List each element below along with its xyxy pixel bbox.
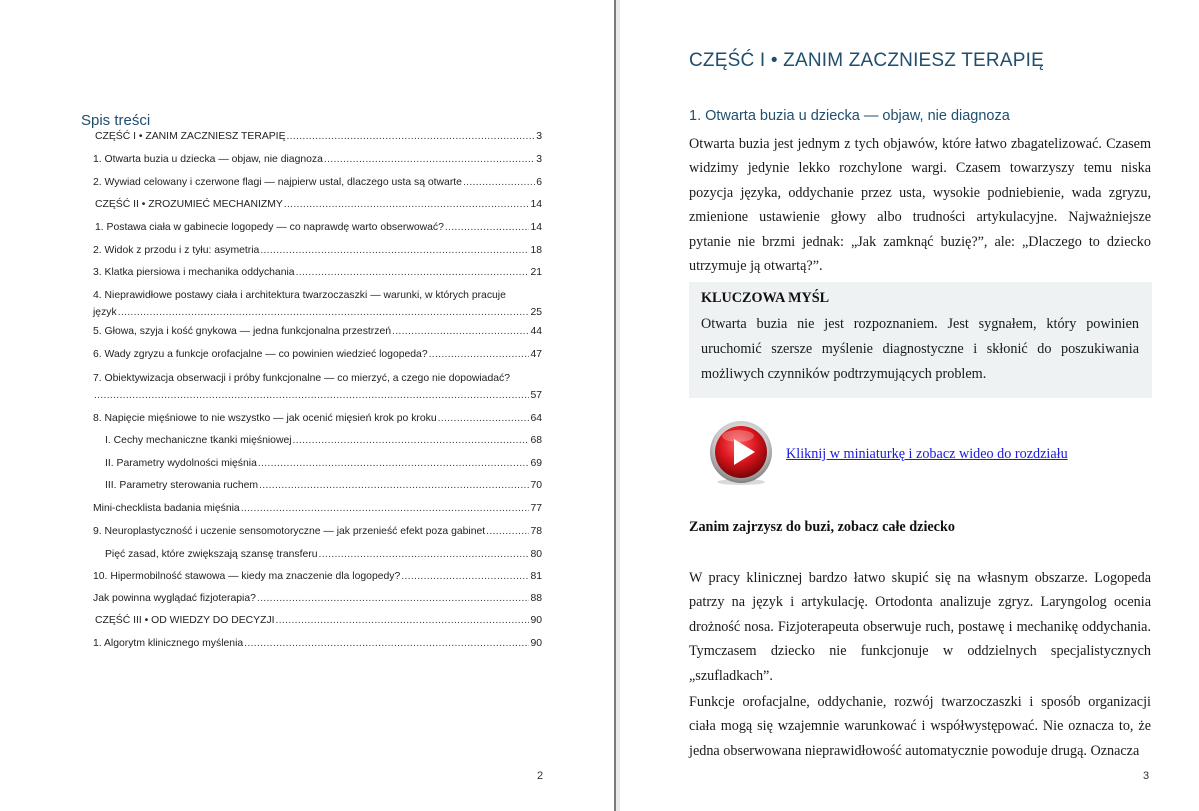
toc-entry-title: 2. Widok z przodu i z tyłu: asymetria [93,245,260,256]
toc-dot-leader [296,267,530,278]
toc-entry[interactable] [95,199,542,210]
callout-title: KLUCZOWA MYŚL [701,290,830,306]
toc-entry[interactable] [93,503,542,514]
toc-entry-page: 77 [530,503,542,514]
toc-entry-page: 3 [536,131,542,142]
toc-entry-title: 3. Klatka piersiowa i mechanika oddychania [93,267,295,278]
toc-entry-title: Pięć zasad, które zwiększają szansę transferu [105,549,318,560]
video-link[interactable]: Kliknij w miniaturkę i zobacz wideo do rozdziału [786,446,1068,462]
toc-entry-page: 68 [530,435,542,446]
toc-entry[interactable] [105,549,542,560]
toc-entry[interactable] [105,435,542,446]
toc-entry[interactable] [93,593,542,604]
toc-dot-leader [392,326,529,337]
toc-entry-title: 5. Głowa, szyja i kość gnykowa — jedna funkcjonalna przestrzeń [93,326,392,337]
toc-entry[interactable] [95,222,542,233]
toc-entry[interactable] [93,154,542,165]
toc-entry-continued[interactable] [93,307,542,318]
toc-dot-leader [94,390,529,401]
toc-entry-continued[interactable] [93,390,542,401]
toc-entry-page: 47 [530,349,542,360]
toc-dot-leader [401,571,529,582]
toc-entry-title: Mini-checklista badania mięśnia [93,503,240,514]
toc-dot-leader [438,413,530,424]
toc-entry[interactable] [93,267,542,278]
toc-entry[interactable] [95,131,542,142]
toc-entry-page: 64 [530,413,542,424]
toc-entry[interactable] [95,615,542,626]
toc-entry-page: 57 [530,390,542,401]
toc-dot-leader [241,503,530,514]
toc-entry-page: 90 [530,638,542,649]
toc-dot-leader [324,154,535,165]
toc-dot-leader [258,458,530,469]
toc-dot-leader [276,615,530,626]
toc-entry-title: I. Cechy mechaniczne tkanki mięśniowej [105,435,292,446]
toc-entry-title: II. Parametry wydolności mięśnia [105,458,257,469]
toc-dot-leader [486,526,529,537]
toc-entry[interactable] [105,458,542,469]
toc-entry-page: 81 [530,571,542,582]
toc-entry[interactable] [93,373,542,384]
toc-entry-title: 1. Otwarta buzia u dziecka — objaw, nie diagnoza [93,154,323,165]
toc-entry-title: III. Parametry sterowania ruchem [105,480,259,491]
toc-heading: Spis treści [81,112,151,129]
toc-entry-title: 6. Wady zgryzu a funkcje orofacjalne — co powinien wiedzieć logopeda? [93,349,428,360]
toc-entry-page: 80 [530,549,542,560]
toc-entry[interactable] [93,349,542,360]
toc-dot-leader [284,199,530,210]
toc-entry-page: 88 [530,593,542,604]
toc-entry-title: 7. Obiektywizacja obserwacji i próby funkcjonalne — co mierzyć, a czego nie dopowiadać? [93,373,510,384]
toc-entry-page: 21 [530,267,542,278]
toc-entry-title: 1. Postawa ciała w gabinecie logopedy — co naprawdę warto obserwować? [95,222,444,233]
page-number-left: 2 [537,770,544,782]
toc-entry-page: 90 [530,615,542,626]
toc-dot-leader [319,549,530,560]
toc-entry-page: 69 [530,458,542,469]
toc-dot-leader [257,593,530,604]
toc-entry-page: 70 [530,480,542,491]
toc-entry-title: Jak powinna wyglądać fizjoterapia? [93,593,256,604]
page-number-right: 3 [1143,770,1150,782]
play-button-icon[interactable] [708,420,774,486]
toc-entry-page: 18 [530,245,542,256]
toc-entry-title: CZĘŚĆ II • ZROZUMIEĆ MECHANIZMY [95,199,283,210]
toc-entry-title: 10. Hipermobilność stawowa — kiedy ma znaczenie dla logopedy? [93,571,401,582]
toc-entry[interactable] [93,413,542,424]
toc-entry-page: 25 [530,307,542,318]
toc-entry-title: CZĘŚĆ III • OD WIEDZY DO DECYZJI [95,615,275,626]
toc-entry-page: 14 [530,222,542,233]
toc-dot-leader [260,245,529,256]
toc-entry-page: 78 [530,526,542,537]
toc-entry-title: 9. Neuroplastyczność i uczenie sensomotoryczne — jak przenieść efekt poza gabinet [93,526,486,537]
toc-dot-leader [118,307,530,318]
toc-entry-title: 4. Nieprawidłowe postawy ciała i architektura twarzoczaszki — warunki, w których pracuje [93,290,506,301]
key-thought-callout [689,282,1152,398]
toc-dot-leader [259,480,529,491]
toc-dot-leader [429,349,530,360]
toc-entry-title: 1. Algorytm klinicznego myślenia [93,638,244,649]
section-title: 1. Otwarta buzia u dziecka — objaw, nie diagnoza [689,108,1010,124]
paragraph-2: Funkcje orofacjalne, oddychanie, rozwój twarzoczaszki i sposób organizacji ciała mogą się wzajemnie warunkować i współwystępować. Nie oznacza to, że jedna obserwowana nieprawidłowość automatycznie powoduje drugą. Oznacza [689,694,1151,759]
toc-dot-leader [293,435,530,446]
toc-entry-title: 2. Wywiad celowany i czerwone flagi — najpierw ustal, dlaczego usta są otwarte [93,177,462,188]
toc-entry-title: 8. Napięcie mięśniowe to nie wszystko — jak ocenić mięsień krok po kroku [93,413,437,424]
toc-entry-page: 14 [530,199,542,210]
part-title: CZĘŚĆ I • ZANIM ZACZNIESZ TERAPIĘ [689,50,1044,71]
callout-text: Otwarta buzia nie jest rozpoznaniem. Jest sygnałem, który powinien uruchomić szersze myślenie diagnostyczne i skłonić do poszukiwania możliwych czynników podtrzymujących problem. [701,316,1139,382]
toc-entry[interactable] [93,571,542,582]
toc-entry-title: CZĘŚĆ I • ZANIM ZACZNIESZ TERAPIĘ [95,131,286,142]
toc-dot-leader [463,177,535,188]
paragraph-1: W pracy klinicznej bardzo łatwo skupić się na własnym obszarze. Logopeda patrzy na język i artykulację. Ortodonta analizuje zgryz. Laryngolog ocenia drożność nosa. Fizjoterapeuta obserwuje ruch, postawę i mechanikę oddychania. Tymczasem dziecko nie funkcjonuje w oddzielnych specjalistycznych „szufladkach”. [689,570,1151,684]
toc-dot-leader [244,638,529,649]
subheading: Zanim zajrzysz do buzi, zobacz całe dziecko [689,519,955,535]
toc-entry[interactable] [93,526,542,537]
toc-dot-leader [445,222,530,233]
toc-entry[interactable] [93,290,542,301]
toc-entry-page: 3 [536,154,542,165]
toc-entry-title-continued: język [93,307,117,318]
toc-entry-page: 6 [536,177,542,188]
toc-entry-page: 44 [530,326,542,337]
toc-entry[interactable] [93,326,542,337]
toc-entry[interactable] [93,245,542,256]
intro-paragraph: Otwarta buzia jest jednym z tych objawów, które łatwo zbagatelizować. Czasem widzimy jedynie lekko rozchylone wargi. Czasem towarzyszy temu niska pozycja języka, oddychanie przez usta, wysokie podniebienie, wada zgryzu, zmienione ustawienie głowy albo trudności artykulacyjne. Najważniejsze pytanie nie brzmi jednak: „Jak zamknąć buzię?”, ale: „Dlaczego to dziecko utrzymuje ją otwartą?”. [689,136,1151,275]
toc-entry[interactable] [105,480,542,491]
toc-entry[interactable] [93,638,542,649]
toc-entry[interactable] [93,177,542,188]
toc-dot-leader [287,131,536,142]
